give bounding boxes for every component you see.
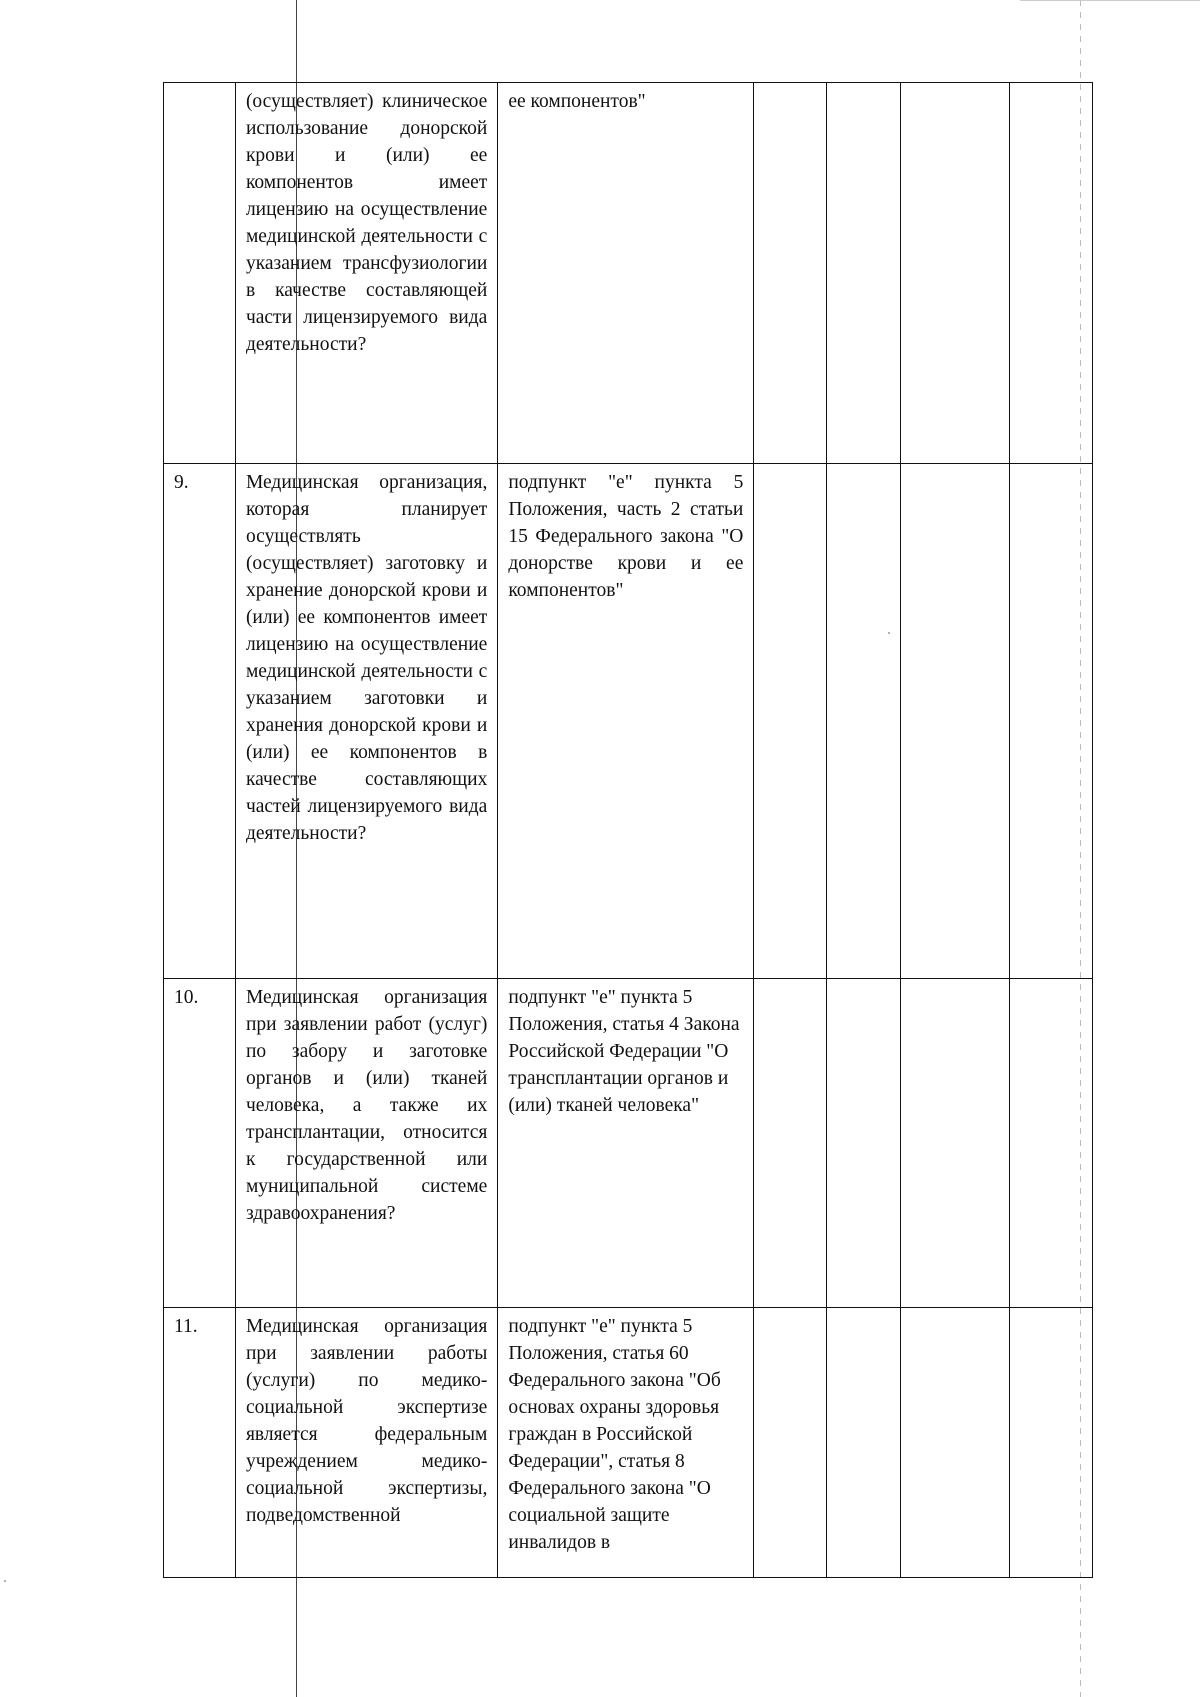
row-question: Медицинская организация при заявлении работы (услуги) по медико-социальной экспертизе является федеральным учреждением медико-социальной экспертизы, подведомственной	[235, 1308, 497, 1578]
answer-cell-na	[901, 1308, 1010, 1578]
table-row	[164, 464, 1093, 979]
row-reference: подпункт "е" пункта 5 Положения, статья 4 Закона Российской Федерации "О трансплантации органов и (или) тканей человека"	[498, 979, 754, 1308]
checklist-table	[163, 82, 1093, 1578]
answer-cell-na	[901, 979, 1010, 1308]
answer-cell-no	[827, 1308, 901, 1578]
row-reference: ее компонентов"	[498, 83, 754, 464]
answer-cell-yes	[754, 1308, 827, 1578]
answer-cell-note	[1010, 83, 1093, 464]
scan-top-edge	[1020, 0, 1200, 1]
row-question: Медицинская организация, которая планирует осуществлять (осуществляет) заготовку и хранение донорской крови и (или) ее компонентов имеет лицензию на осуществление медицинской деятельности с указанием заготовки и хранения донорской крови и (или) ее компонентов в качестве составляющих частей лицензируемого вида деятельности?	[235, 464, 497, 979]
row-question: Медицинская организация при заявлении работ (услуг) по забору и заготовке органов и (или) тканей человека, а также их трансплантации, относится к государственной или муниципальной системе здравоохранения?	[235, 979, 497, 1308]
answer-cell-no	[827, 83, 901, 464]
row-number: 9.	[164, 464, 236, 979]
answer-cell-note	[1010, 1308, 1093, 1578]
answer-cell-no	[827, 464, 901, 979]
answer-cell-na	[901, 83, 1010, 464]
answer-cell-yes	[754, 83, 827, 464]
row-number: 11.	[164, 1308, 236, 1578]
table-row	[164, 83, 1093, 464]
row-number: 10.	[164, 979, 236, 1308]
answer-cell-yes	[754, 979, 827, 1308]
row-number	[164, 83, 236, 464]
answer-cell-no	[827, 979, 901, 1308]
answer-cell-yes	[754, 464, 827, 979]
table-row	[164, 1308, 1093, 1578]
answer-cell-na	[901, 464, 1010, 979]
answer-cell-note	[1010, 979, 1093, 1308]
answer-cell-note	[1010, 464, 1093, 979]
row-reference: подпункт "е" пункта 5 Положения, статья 60 Федерального закона "Об основах охраны здоровья граждан в Российской Федерации", статья 8 Федерального закона "О социальной защите инвалидов в	[498, 1308, 754, 1578]
row-question: (осуществляет) клиническое использование донорской крови и (или) ее компонентов имеет лицензию на осуществление медицинской деятельности с указанием трансфузиологии в качестве составляющей части лицензируемого вида деятельности?	[235, 83, 497, 464]
table-row	[164, 979, 1093, 1308]
scan-speck	[4, 1580, 6, 1582]
row-reference: подпункт "е" пункта 5 Положения, часть 2 статьи 15 Федерального закона "О донорстве крови и ее компонентов"	[498, 464, 754, 979]
